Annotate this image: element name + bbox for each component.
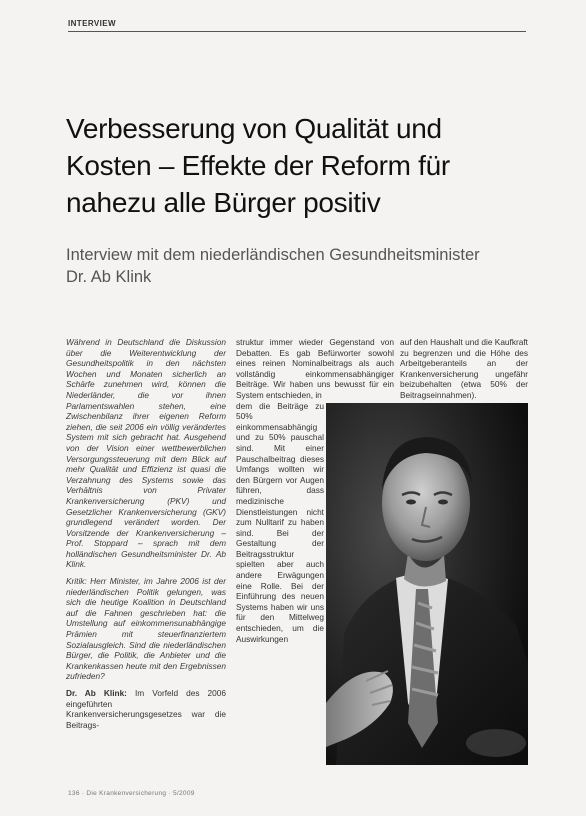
body-paragraph: auf den Haushalt und die Kaufkraft zu begrenzen und die Höhe des Arbeitgeberanteils an der Krankenversicherung ungefähr beizubehalten (etwa 50% der Beitragseinnahmen). bbox=[400, 337, 528, 400]
interview-answer bbox=[66, 688, 226, 730]
interview-question: Kritik: Herr Minister, im Jahre 2006 ist der niederländischen Politik gelungen, was sich die heutige Koalition in Deutschland auf die Fahnen geschrieben hat: die Umstellung auf einkommensunabhängige Prämien mit steuerfinanziertem Sozialausgleich. Sind die niederländischen Bürger, die Politik, die Anbieter und die Krankenkassen heute mit den Ergebnissen zufrieden? bbox=[66, 576, 226, 682]
subtitle-line: Interview mit dem niederländischen Gesundheitsminister bbox=[66, 246, 480, 264]
title-line: Kosten – Effekte der Reform für bbox=[66, 150, 450, 181]
article-subtitle bbox=[66, 244, 536, 288]
body-paragraph-narrow: dem die Beiträge zu 50% einkommensabhängig und zu 50% pauschal sind. Mit einer Pauschalbeitrag dieses Umfangs wollten wir den Bürgern vor Augen führen, dass medizinische Dienstleistungen nicht zum Nulltarif zu haben sind. Bei der Gestaltung der Beitragsstruktur spielten aber auch andere Erwägungen eine Rolle. Bei der Einführung des neuen Systems haben wir uns für den Mittelweg entschieden, um die Auswirkungen bbox=[236, 400, 324, 644]
body-paragraph: struktur immer wieder Gegenstand von Debatten. Es gab Befürworter sowohl eines reinen Nominalbeitrags als auch vollständig einkommensabhängiger Beiträge. Wir haben uns bewusst für ein System entschieden, in bbox=[236, 337, 394, 400]
page-footer: 136 · Die Krankenversicherung · 5/2009 bbox=[68, 790, 195, 797]
subtitle-line: Dr. Ab Klink bbox=[66, 268, 152, 286]
answer-speaker: Dr. Ab Klink: bbox=[66, 688, 127, 698]
title-line: Verbesserung von Qualität und bbox=[66, 113, 442, 144]
text-column-1 bbox=[66, 337, 226, 730]
top-rule bbox=[68, 31, 526, 32]
article-title bbox=[66, 110, 536, 221]
portrait-photo bbox=[326, 403, 528, 765]
section-tag: INTERVIEW bbox=[68, 19, 116, 28]
lead-paragraph: Während in Deutschland die Diskussion über die Weiterentwicklung der Gesundheitspolitik in den nächsten Wochen und Monaten sicherlich an Schärfe zunehmen wird, können die Niederländer, die vor ihnen Parlamentswahlen stehen, eine Zwischenbilanz ihrer eigenen Reform ziehen, die seit 2006 ein völlig verändertes System mit sich gebracht hat. Ausgehend von der Vision einer wettbewerblichen Versorgungssteuerung mit dem Blick auf mehr Qualität und Effizienz ist quasi die Verzahnung des Systems sowie das Verhältnis von Privater Krankenversicherung (PKV) und Gesetzlicher Krankenversicherung (GKV) grundlegend verändert worden. Der Vorsitzende der Krankenversicherung – Prof. Stoppard – sprach mit dem holländischen Gesundheitsminister Dr. Ab Klink. bbox=[66, 337, 226, 570]
text-column-3 bbox=[400, 337, 528, 401]
portrait-image bbox=[326, 403, 528, 765]
answer-text: Im Vorfeld des 2006 eingeführten Krankenversicherungsgesetzes war die Beitrags- bbox=[66, 688, 226, 730]
title-line: nahezu alle Bürger positiv bbox=[66, 187, 381, 218]
